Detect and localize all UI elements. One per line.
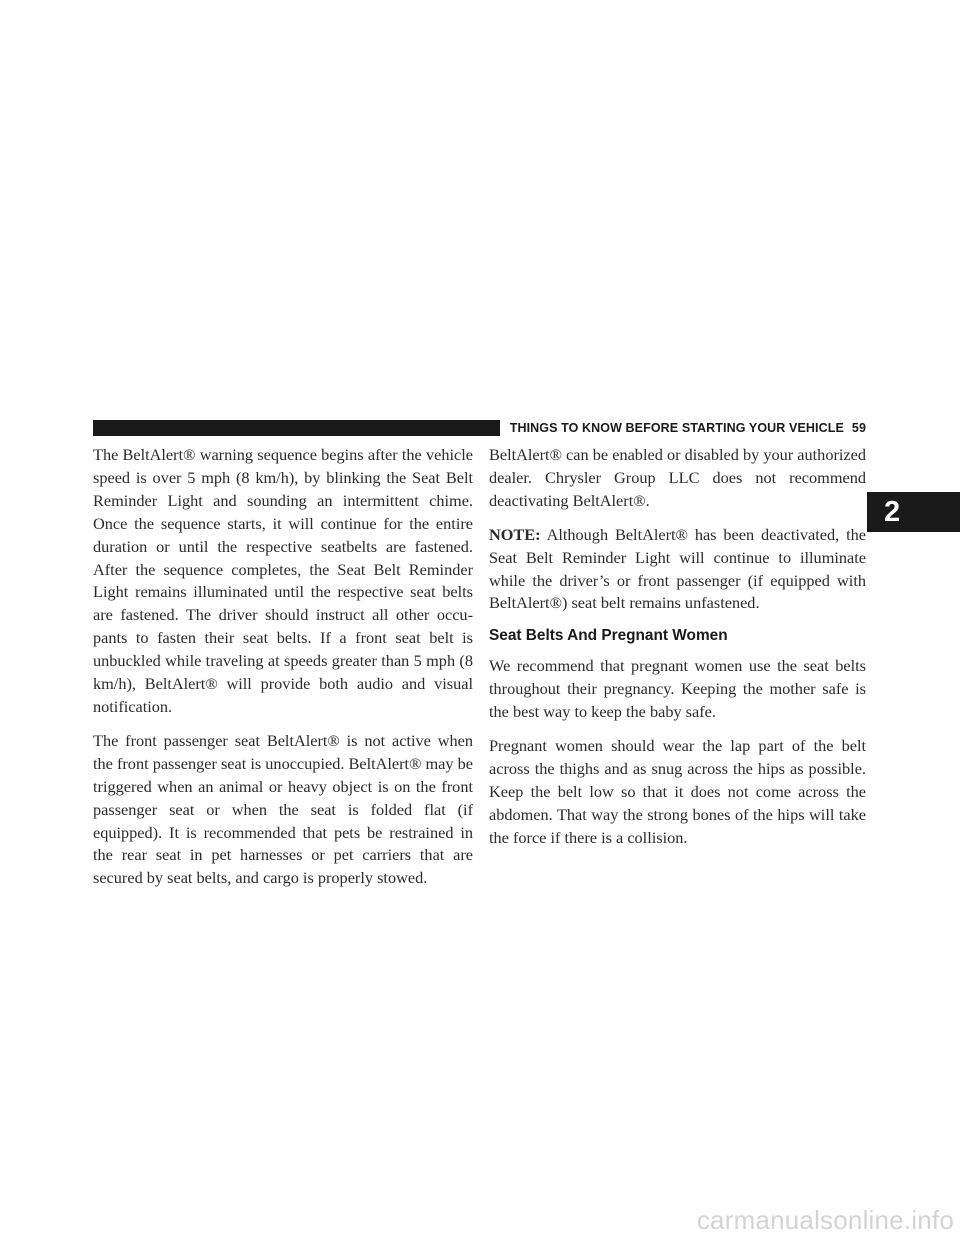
paragraph-pregnancy-recommend: We recommend that pregnant women use the seat belts throughout their pregnancy. Keeping the mother safe is the best way to keep the baby safe. [489, 656, 866, 722]
page-number: 59 [851, 421, 866, 435]
paragraph-lap-belt: Pregnant women should wear the lap part of the belt across the thighs and as snug across the hips as possible. Keep the belt low so that it does not come across the abdomen. That way the strong bones of the hips will take the force if there is a collision. [489, 736, 866, 847]
paragraph-front-passenger: The front passenger seat BeltAlert® is not active when the front passenger seat is unoccupied. BeltAlert® may be triggered when an animal or heavy object is on the front passenger seat or when the seat is folded flat (if equipped). It is recommended that pets be restrained in the rear seat in pet harnesses or pet carriers that are secured by seat belts, and cargo is properly stowed. [93, 730, 473, 888]
left-column [93, 444, 473, 901]
header-title: THINGS TO KNOW BEFORE STARTING YOUR VEHICLE [509, 421, 844, 435]
section-heading: Seat Belts And Pregnant Women [489, 627, 728, 645]
paragraph-beltalert-sequence: The BeltAlert® warning sequence begins after the vehicle speed is over 5 mph (8 km/h), by blinking the Seat Belt Reminder Light and sounding an intermittent chime. Once the sequence starts, it will continue for the entire duration or until the respective seatbelts are fastened. After the sequence completes, the Seat Belt Reminder Light remains illuminated until the respective seat belts are fastened. The driver should instruct all other occupants to fasten their seat belts. If a front seat belt is unbuckled while traveling at speeds greater than 5 mph (8 km/h), BeltAlert® will provide both audio and visual notification. [93, 445, 473, 716]
watermark-text: carmanualsonline.info [696, 1205, 954, 1235]
note-text: Although BeltAlert® has been deactivated, the Seat Belt Reminder Light will continue to illuminate while the driver’s or front passenger (if equipped with BeltAlert®) seat belt remains unfastened. [489, 524, 867, 613]
running-header [500, 420, 866, 436]
paragraph-enable-disable: BeltAlert® can be enabled or disabled by your authorized dealer. Chrysler Group LLC does not recommend deactivating BeltAlert®. [489, 445, 866, 510]
chapter-tab: 2 [867, 492, 960, 532]
note-label: NOTE: [489, 524, 541, 544]
right-column [489, 444, 866, 861]
note-paragraph [489, 524, 866, 616]
